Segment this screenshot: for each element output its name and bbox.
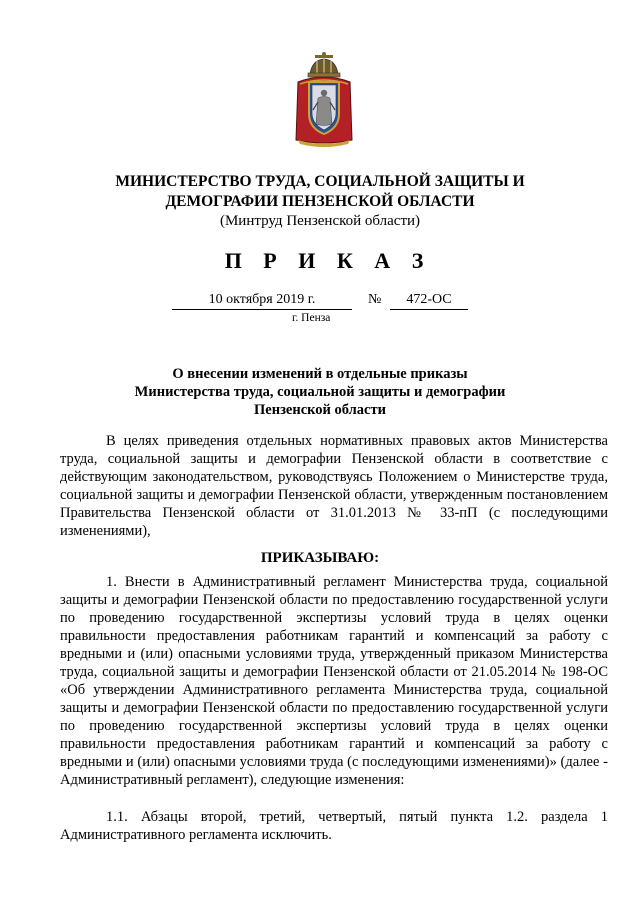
organization-name-line2: ДЕМОГРАФИИ ПЕНЗЕНСКОЙ ОБЛАСТИ [165,193,475,210]
document-title-line3: Пензенской области [254,402,386,418]
crown-icon [308,52,340,77]
item-1-paragraph: 1. Внести в Административный регламент Министерства труда, социальной защиты и демографии Пензенской области по предоставлению государственной услуги по проведению государственной экспертизы условий труда в целях оценки правильности предоставления работникам гарантий и компенсаций за работу с вредными и (или) опасными условиями труда, утвержденный приказом Министерства труда, социальной защиты и демографии Пензенской области от 21.05.2014 № 198-ОС «Об утверждении Административного регламента Министерства труда, социальной защиты и демографии Пензенской области по предоставлению государственной услуги по проведению государственной экспертизы условий труда в целях оценки правильности предоставления работникам гарантий и компенсаций за работу с вредными и (или) опасными условиями труда (с последующими изменениями)» (далее - Административный регламент), следующие изменения: [60,574,608,788]
order-word: ПРИКАЗЫВАЮ: [260,550,380,566]
document-city: г. Пенза [292,312,331,324]
item-1-1-paragraph: 1.1. Абзацы второй, третий, четвертый, пятый пункта 1.2. раздела 1 Административного регламента исключить. [60,809,608,843]
document-date: 10 октября 2019 г. [172,291,352,310]
document-title-line1: О внесении изменений в отдельные приказы [172,366,468,382]
preamble-paragraph: В целях приведения отдельных нормативных правовых актов Министерства труда, социальной защиты и демографии Пензенской области в соответствие с действующим законодательством, руководствуясь Положением о Министерстве труда, социальной защиты и демографии Пензенской области, утвержденным постановлением Правительства Пензенской области от 31.01.2013 № 33-пП (с последующими изменениями), [60,433,608,539]
document-type-heading: П Р И К А З [224,248,432,273]
coat-of-arms-icon [288,52,360,148]
document-title-line2: Министерства труда, социальной защиты и демографии [134,384,506,400]
number-sign: № [368,292,382,307]
organization-short-name: (Минтруд Пензенской области) [219,213,421,229]
organization-name-line1: МИНИСТЕРСТВО ТРУДА, СОЦИАЛЬНОЙ ЗАЩИТЫ И [115,173,525,190]
document-number: 472-ОС [390,291,468,310]
